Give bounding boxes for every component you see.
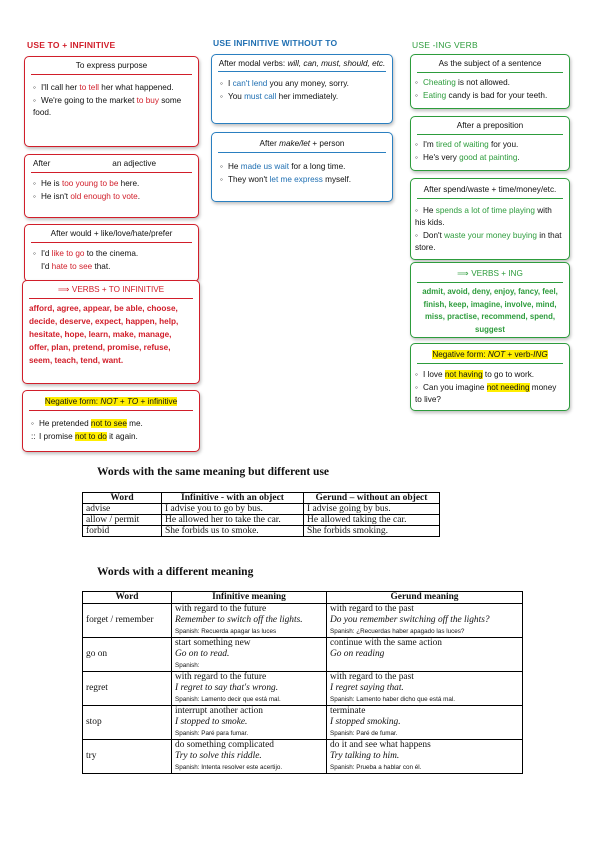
infinitive-meaning-cell (172, 604, 327, 638)
gerund-meaning-cell (327, 672, 523, 706)
table-row (83, 526, 440, 537)
verbs-ing-box (410, 262, 570, 338)
table-row (83, 706, 523, 740)
word-cell: try (83, 740, 172, 774)
different-meaning-title: Words with a different meaning (97, 566, 254, 578)
example-text: I stopped smoking. (330, 717, 401, 727)
subject-example-2: ◦ Eating candy is bad for your teeth. (415, 91, 548, 100)
infinitive-meaning-cell (172, 638, 327, 672)
after-adjective-title: After an adjective (33, 159, 156, 168)
table-cell: He allowed taking the car. (304, 515, 440, 526)
spanish-translation: Spanish: Lamento haber dicho que está mal. (330, 696, 455, 703)
preposition-example-2: ◦ He's very good at painting. (415, 153, 520, 162)
spanish-translation: Spanish: Paré de fumar. (330, 730, 398, 737)
gerund-meaning-cell (327, 706, 523, 740)
spanish-translation: Spanish: Lamento decir que está mal. (175, 696, 281, 703)
would-example-2: I'd hate to see that. (41, 262, 111, 271)
table-row (83, 672, 523, 706)
spend-waste-box (410, 178, 570, 260)
purpose-box (24, 56, 199, 147)
table-cell: He allowed her to take the car. (162, 515, 304, 526)
subject-title: As the subject of a sentence (438, 59, 542, 68)
different-meaning-table (82, 591, 523, 774)
spanish-translation: Spanish: ¿Recuerdas haber apagado las luces? (330, 628, 465, 635)
table-cell: forbid (83, 526, 162, 537)
table-cell: She forbids us to smoke. (162, 526, 304, 537)
verbs-ing-list: admit, avoid, deny, enjoy, fancy, feel, finish, keep, imagine, involve, mind, miss, practise, recommend, spend, suggest (422, 287, 558, 334)
purpose-example-1: ◦ I'll call her to tell her what happened. (33, 83, 174, 92)
adjective-example-2: ◦ He isn't old enough to vote. (33, 192, 140, 201)
make-let-box (211, 132, 393, 202)
gerund-meaning-cell (327, 604, 523, 638)
example-text: Go on to read. (175, 649, 230, 659)
table-cell: I advise going by bus. (304, 504, 440, 515)
table-header-row (83, 493, 440, 504)
modal-verbs-box (211, 54, 393, 124)
spend-example-2: ◦ Don't waste your money buying in that store. (415, 231, 562, 252)
meaning-text: with regard to the future (175, 604, 267, 614)
column-header: Gerund – without an object (304, 493, 440, 504)
preposition-title: After a preposition (456, 121, 524, 130)
infinitive-meaning-cell (172, 740, 327, 774)
word-cell: stop (83, 706, 172, 740)
header-to-infinitive: USE TO + INFINITIVE (27, 40, 116, 50)
same-meaning-title: Words with the same meaning but different use (97, 466, 330, 478)
negative-ing-box (410, 343, 570, 411)
meaning-text: start something new (175, 638, 251, 648)
negative-ing-example-2: ◦ Can you imagine not needing money to live? (415, 383, 557, 404)
purpose-example-2: ◦ We're going to the market to buy some food. (33, 96, 182, 117)
make-example-1: ◦ He made us wait for a long time. (220, 162, 346, 171)
table-cell: advise (83, 504, 162, 515)
negative-ing-title: Negative form: NOT + verb-ING (432, 350, 548, 359)
subject-example-1: ◦ Cheating is not allowed. (415, 78, 510, 87)
meaning-text: with regard to the past (330, 672, 414, 682)
spanish-translation: Spanish: Recuerda apagar las luces (175, 628, 277, 635)
spanish-translation: Spanish: Prueba a hablar con él. (330, 764, 422, 771)
adjective-example-1: ◦ He is too young to be here. (33, 179, 140, 188)
table-cell: She forbids smoking. (304, 526, 440, 537)
spend-waste-title: After spend/waste + time/money/etc. (423, 185, 557, 194)
example-text: Remember to switch off the lights. (175, 615, 303, 625)
make-let-title: After make/let + person (259, 139, 345, 148)
meaning-text: do something complicated (175, 740, 274, 750)
preposition-example-1: ◦ I'm tired of waiting for you. (415, 140, 519, 149)
table-row (83, 638, 523, 672)
example-text: Do you remember switching off the lights? (330, 615, 490, 625)
verbs-to-infinitive-title: ⟹ VERBS + TO INFINITIVE (57, 285, 165, 294)
header-ing-verb: USE -ING VERB (412, 40, 478, 50)
modal-example-2: ◦ You must call her immediately. (220, 92, 339, 101)
meaning-text: continue with the same action (330, 638, 442, 648)
after-adjective-box (24, 154, 199, 218)
column-header: Infinitive - with an object (162, 493, 304, 504)
arrow-right-icon: ⟹ (57, 285, 70, 294)
table-cell: allow / permit (83, 515, 162, 526)
spanish-translation: Spanish: Intenta resolver este acertijo. (175, 764, 283, 771)
subject-box (410, 54, 570, 109)
would-like-title: After would + like/love/hate/prefer (50, 229, 173, 238)
negative-to-example-2: :: I promise not to do it again. (31, 432, 138, 441)
table-header-row (83, 592, 523, 604)
gerund-meaning-cell (327, 638, 523, 672)
table-cell: I advise you to go by bus. (162, 504, 304, 515)
example-text: Go on reading (330, 649, 385, 659)
spanish-translation: Spanish: (175, 662, 200, 669)
would-like-box (24, 224, 199, 282)
gerund-meaning-cell (327, 740, 523, 774)
column-header: Infinitive meaning (172, 592, 327, 604)
example-text: I regret saying that. (330, 683, 404, 693)
arrow-right-icon: ⟹ (457, 269, 469, 278)
example-text: Try talking to him. (330, 751, 400, 761)
same-meaning-table (82, 492, 440, 537)
table-row (83, 504, 440, 515)
table-row (83, 740, 523, 774)
purpose-title: To express purpose (75, 61, 148, 70)
meaning-text: do it and see what happens (330, 740, 431, 750)
meaning-text: terminate (330, 706, 366, 716)
column-header: Word (83, 493, 162, 504)
make-example-2: ◦ They won't let me express myself. (220, 175, 352, 184)
table-row (83, 515, 440, 526)
verbs-to-infinitive-list: afford, agree, appear, be able, choose, decide, deserve, expect, happen, help, hesitate, hope, learn, make, manage, offer, plan, pretend, promise, refuse, seem, teach, tend, want. (29, 304, 179, 365)
negative-to-infinitive-title: Negative form: NOT + TO + infinitive (44, 397, 178, 406)
verbs-ing-title: ⟹ VERBS + ING (457, 269, 523, 278)
preposition-box (410, 116, 570, 171)
infinitive-meaning-cell (172, 706, 327, 740)
word-cell: go on (83, 638, 172, 672)
word-cell: regret (83, 672, 172, 706)
meaning-text: interrupt another action (175, 706, 263, 716)
meaning-text: with regard to the past (330, 604, 414, 614)
modal-verbs-title: After modal verbs: will, can, must, should, etc. (218, 59, 386, 68)
meaning-text: with regard to the future (175, 672, 267, 682)
modal-example-1: ◦ I can't lend you any money, sorry. (220, 79, 349, 88)
example-text: I stopped to smoke. (175, 717, 248, 727)
would-example-1: ◦ I'd like to go to the cinema. (33, 249, 139, 258)
negative-to-example-1: ◦ He pretended not to see me. (31, 419, 143, 428)
negative-to-infinitive-box (22, 390, 200, 452)
column-header: Gerund meaning (327, 592, 523, 604)
spanish-translation: Spanish: Paré para fumar. (175, 730, 249, 737)
spend-example-1: ◦ He spends a lot of time playing with his kids. (415, 206, 552, 227)
negative-ing-example-1: ◦ I love not having to go to work. (415, 370, 535, 379)
verbs-to-infinitive-box (22, 280, 200, 384)
example-text: I regret to say that's wrong. (175, 683, 279, 693)
example-text: Try to solve this riddle. (175, 751, 262, 761)
column-header: Word (83, 592, 172, 604)
header-infinitive-without-to: USE INFINITIVE WITHOUT TO (213, 38, 338, 48)
word-cell: forget / remember (83, 604, 172, 638)
infinitive-meaning-cell (172, 672, 327, 706)
table-row (83, 604, 523, 638)
